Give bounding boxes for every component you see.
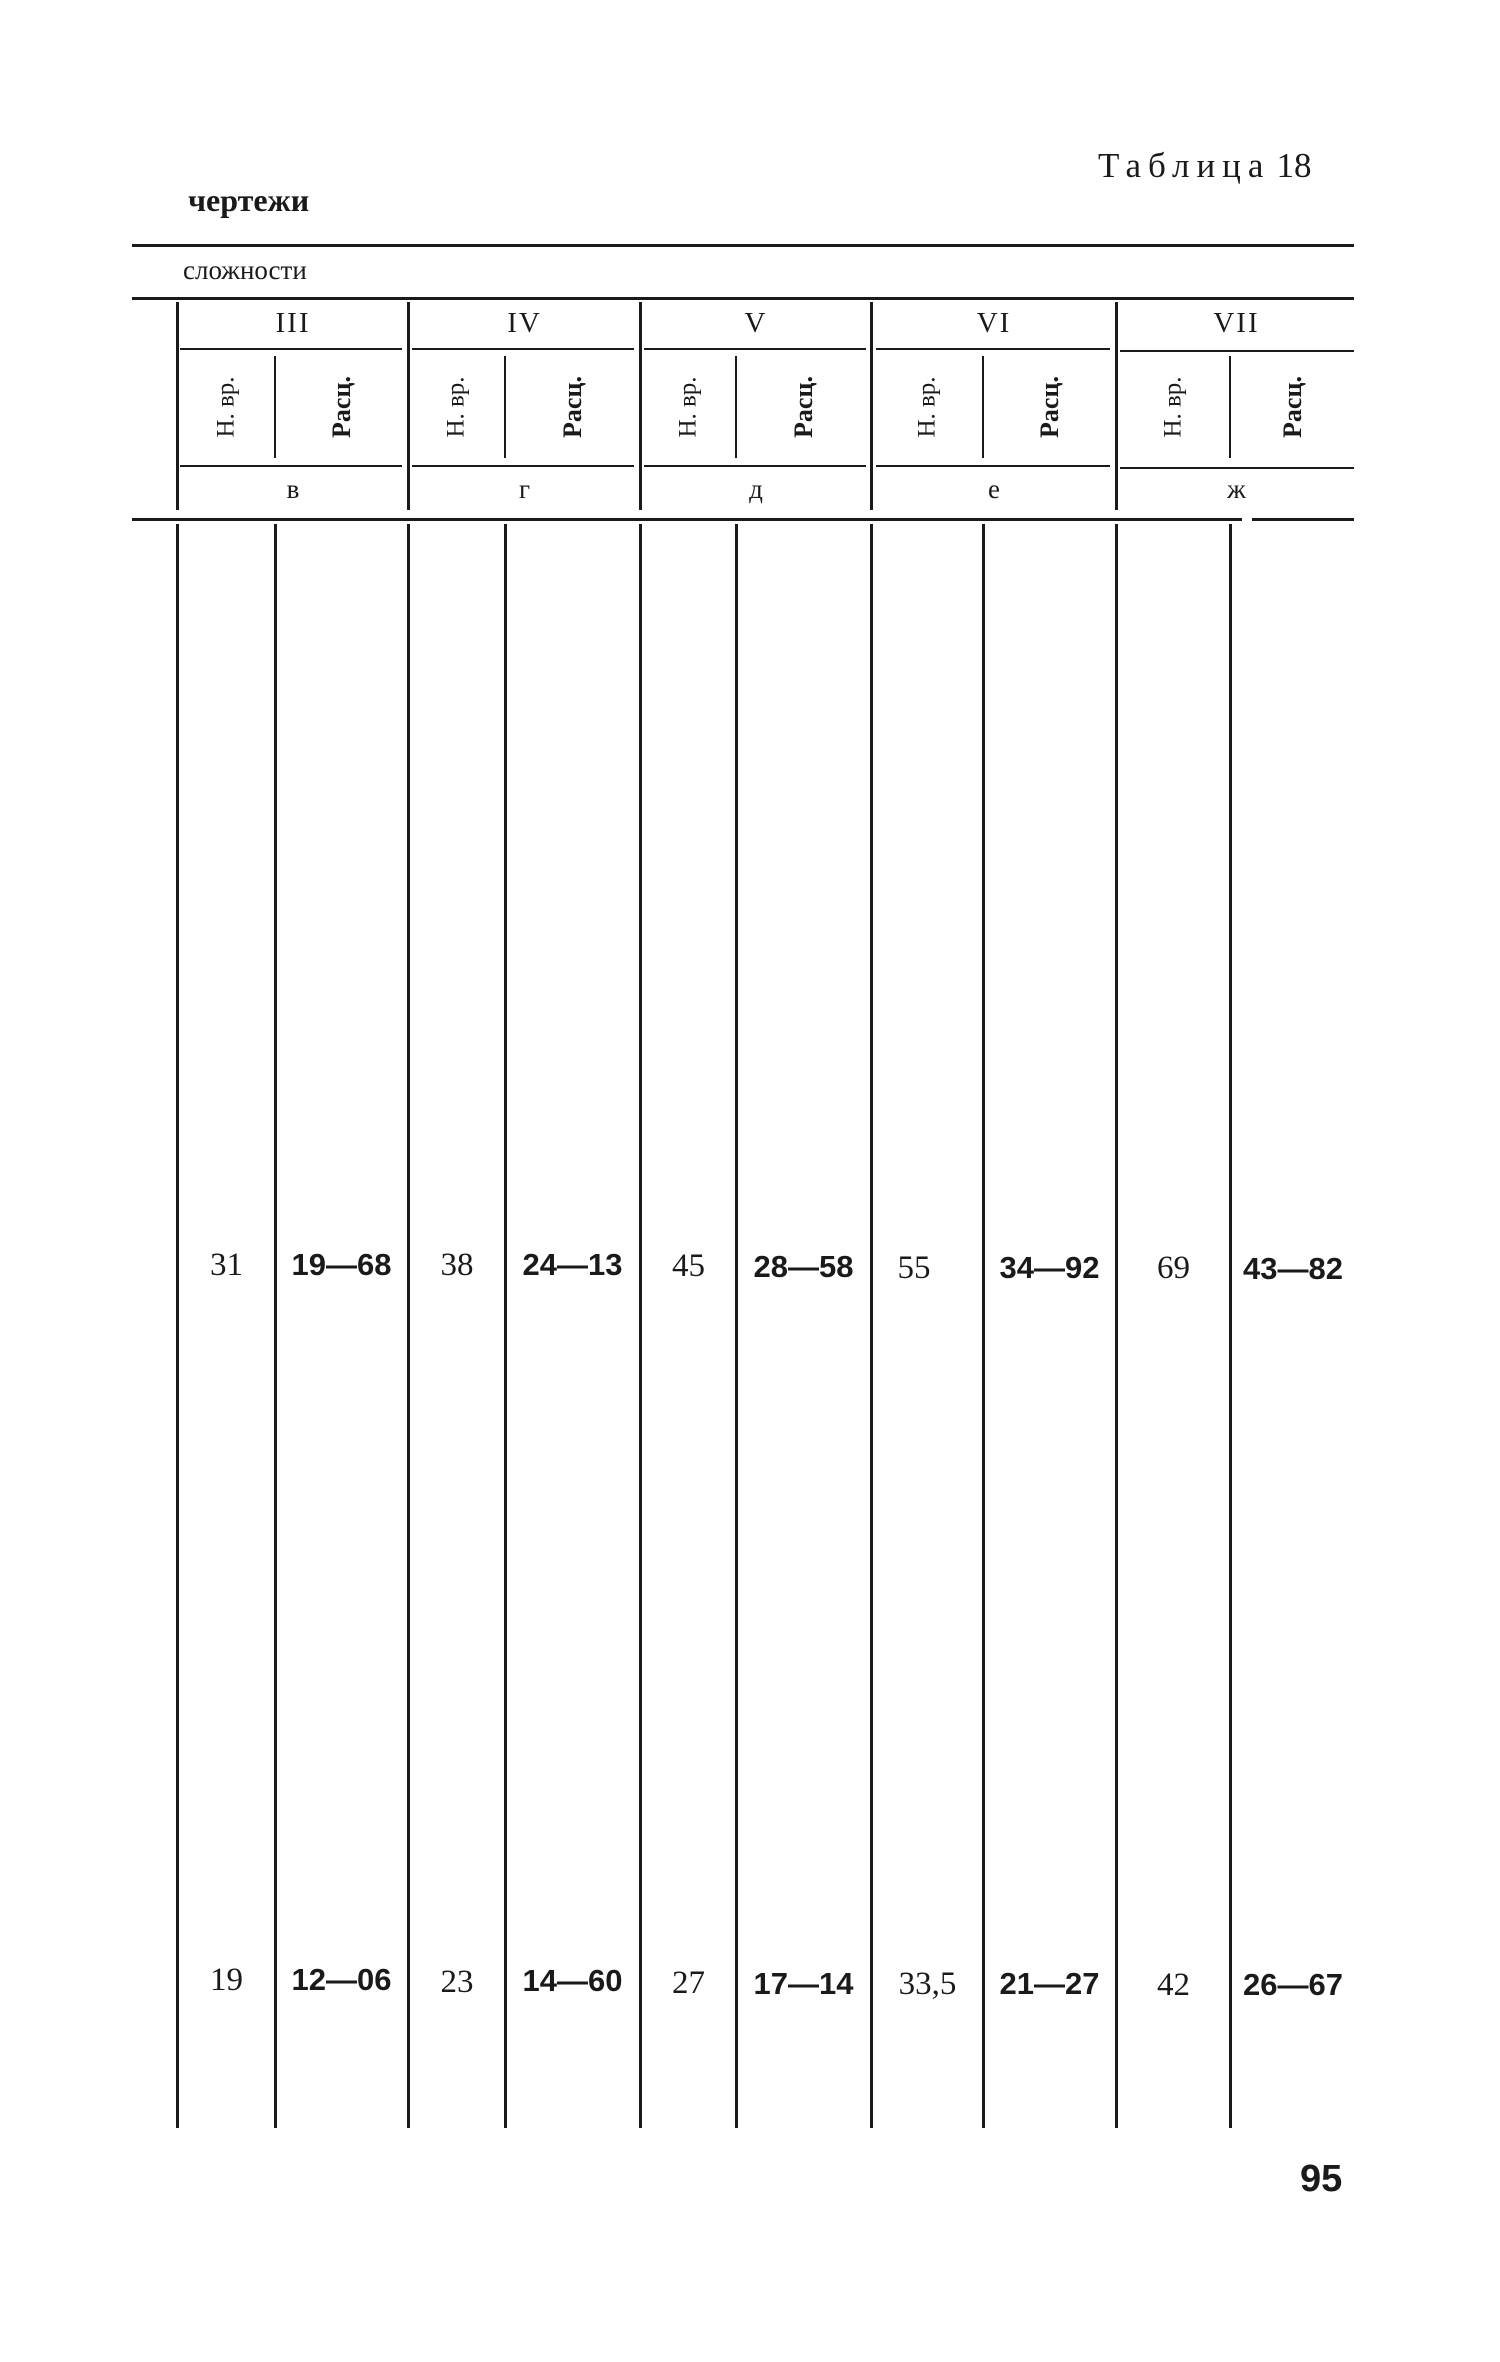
table-cell: 27 xyxy=(672,1965,705,2001)
table-cell: 26—67 xyxy=(1243,1967,1343,2002)
table-cell: 42 xyxy=(1157,1967,1190,2003)
rule-under-sub-3 xyxy=(644,465,866,467)
group-letter-g: г xyxy=(518,474,531,504)
rule-under-sub-1 xyxy=(180,465,402,467)
vline-sub-4 xyxy=(982,356,984,458)
vline-sub-1 xyxy=(274,356,276,458)
page-number: 95 xyxy=(1300,2158,1343,2200)
rule-header-bottom xyxy=(132,518,1242,521)
table-cell: 24—13 xyxy=(522,1247,623,1282)
table-label-word: Таблица xyxy=(1098,146,1271,185)
table-cell: 14—60 xyxy=(522,1963,623,1998)
vline-body-6 xyxy=(870,524,873,2128)
rule-under-sub-4 xyxy=(876,465,1110,467)
rule-under-sub-2 xyxy=(412,465,634,467)
subhead-rate-VII: Расц. xyxy=(1278,376,1307,438)
subhead-rate-V: Расц. xyxy=(788,376,818,438)
group-letter-d: д xyxy=(749,474,763,504)
rule-under-roman-1 xyxy=(180,348,402,350)
group-roman-III: III xyxy=(275,307,311,339)
table-cell: 19—68 xyxy=(291,1247,392,1282)
table-cell: 28—58 xyxy=(753,1249,854,1284)
vline-body-9 xyxy=(1229,524,1232,2128)
group-roman-VII: VII xyxy=(1213,307,1260,339)
table-cell: 17—14 xyxy=(753,1966,854,2001)
vline-body-1 xyxy=(274,524,277,2128)
table-cell: 23 xyxy=(440,1964,474,2000)
subhead-time-VI: Н. вр. xyxy=(913,376,941,438)
subhead-time-VII: Н. вр. xyxy=(1159,376,1187,438)
vline-header-1 xyxy=(407,302,410,510)
vline-sub-3 xyxy=(735,356,737,458)
subhead-time-V: Н. вр. xyxy=(674,376,702,438)
group-roman-V: V xyxy=(744,307,768,339)
section-title: чертежи xyxy=(188,182,310,218)
group-letter-zh: ж xyxy=(1227,474,1246,504)
vline-header-4 xyxy=(1115,302,1118,510)
table-cell: 12—06 xyxy=(291,1962,392,1997)
vline-header-0 xyxy=(176,302,179,510)
group-roman-VI: VI xyxy=(976,307,1012,339)
table-cell: 34—92 xyxy=(999,1250,1100,1285)
vline-body-8 xyxy=(1115,524,1118,2128)
subhead-rate-VI: Расц. xyxy=(1034,376,1064,438)
rule-top xyxy=(132,244,1354,247)
table-cell: 31 xyxy=(210,1247,243,1283)
table-cell: 38 xyxy=(440,1247,474,1283)
group-letter-e: е xyxy=(988,474,1000,504)
subhead-time-IV: Н. вр. xyxy=(442,376,470,438)
subhead-rate-III: Расц. xyxy=(326,376,356,438)
vline-body-5 xyxy=(735,524,738,2128)
table-cell: 19 xyxy=(210,1962,243,1998)
subhead-time-III: Н. вр. xyxy=(212,376,240,438)
vline-header-3 xyxy=(870,302,873,510)
vline-body-4 xyxy=(639,524,642,2128)
table-cell: 43—82 xyxy=(1243,1251,1343,1286)
table-cell: 69 xyxy=(1157,1250,1190,1286)
group-roman-IV: IV xyxy=(507,307,542,339)
rule-under-roman-2 xyxy=(412,348,634,350)
rule-under-complexity xyxy=(132,297,1354,300)
table-cell: 21—27 xyxy=(999,1966,1100,2001)
table-number: 18 xyxy=(1276,146,1312,185)
rule-under-roman-3 xyxy=(644,348,866,350)
vline-sub-2 xyxy=(504,356,506,458)
vline-header-2 xyxy=(639,302,642,510)
rule-header-bottom-right xyxy=(1252,518,1354,521)
vline-body-3 xyxy=(504,524,507,2128)
vline-body-0 xyxy=(176,524,179,2128)
group-letter-v: в xyxy=(286,474,300,504)
table-cell: 55 xyxy=(897,1250,931,1286)
subhead-rate-IV: Расц. xyxy=(557,376,587,438)
rule-under-sub-5 xyxy=(1120,467,1354,469)
rule-under-roman-4 xyxy=(876,348,1110,350)
table-cell: 45 xyxy=(672,1248,705,1284)
vline-body-2 xyxy=(407,524,410,2128)
table-label xyxy=(1098,146,1311,186)
complexity-label: сложности xyxy=(183,255,307,285)
vline-sub-5 xyxy=(1229,356,1231,458)
vline-body-7 xyxy=(982,524,985,2128)
table-cell: 33,5 xyxy=(898,1966,957,2002)
